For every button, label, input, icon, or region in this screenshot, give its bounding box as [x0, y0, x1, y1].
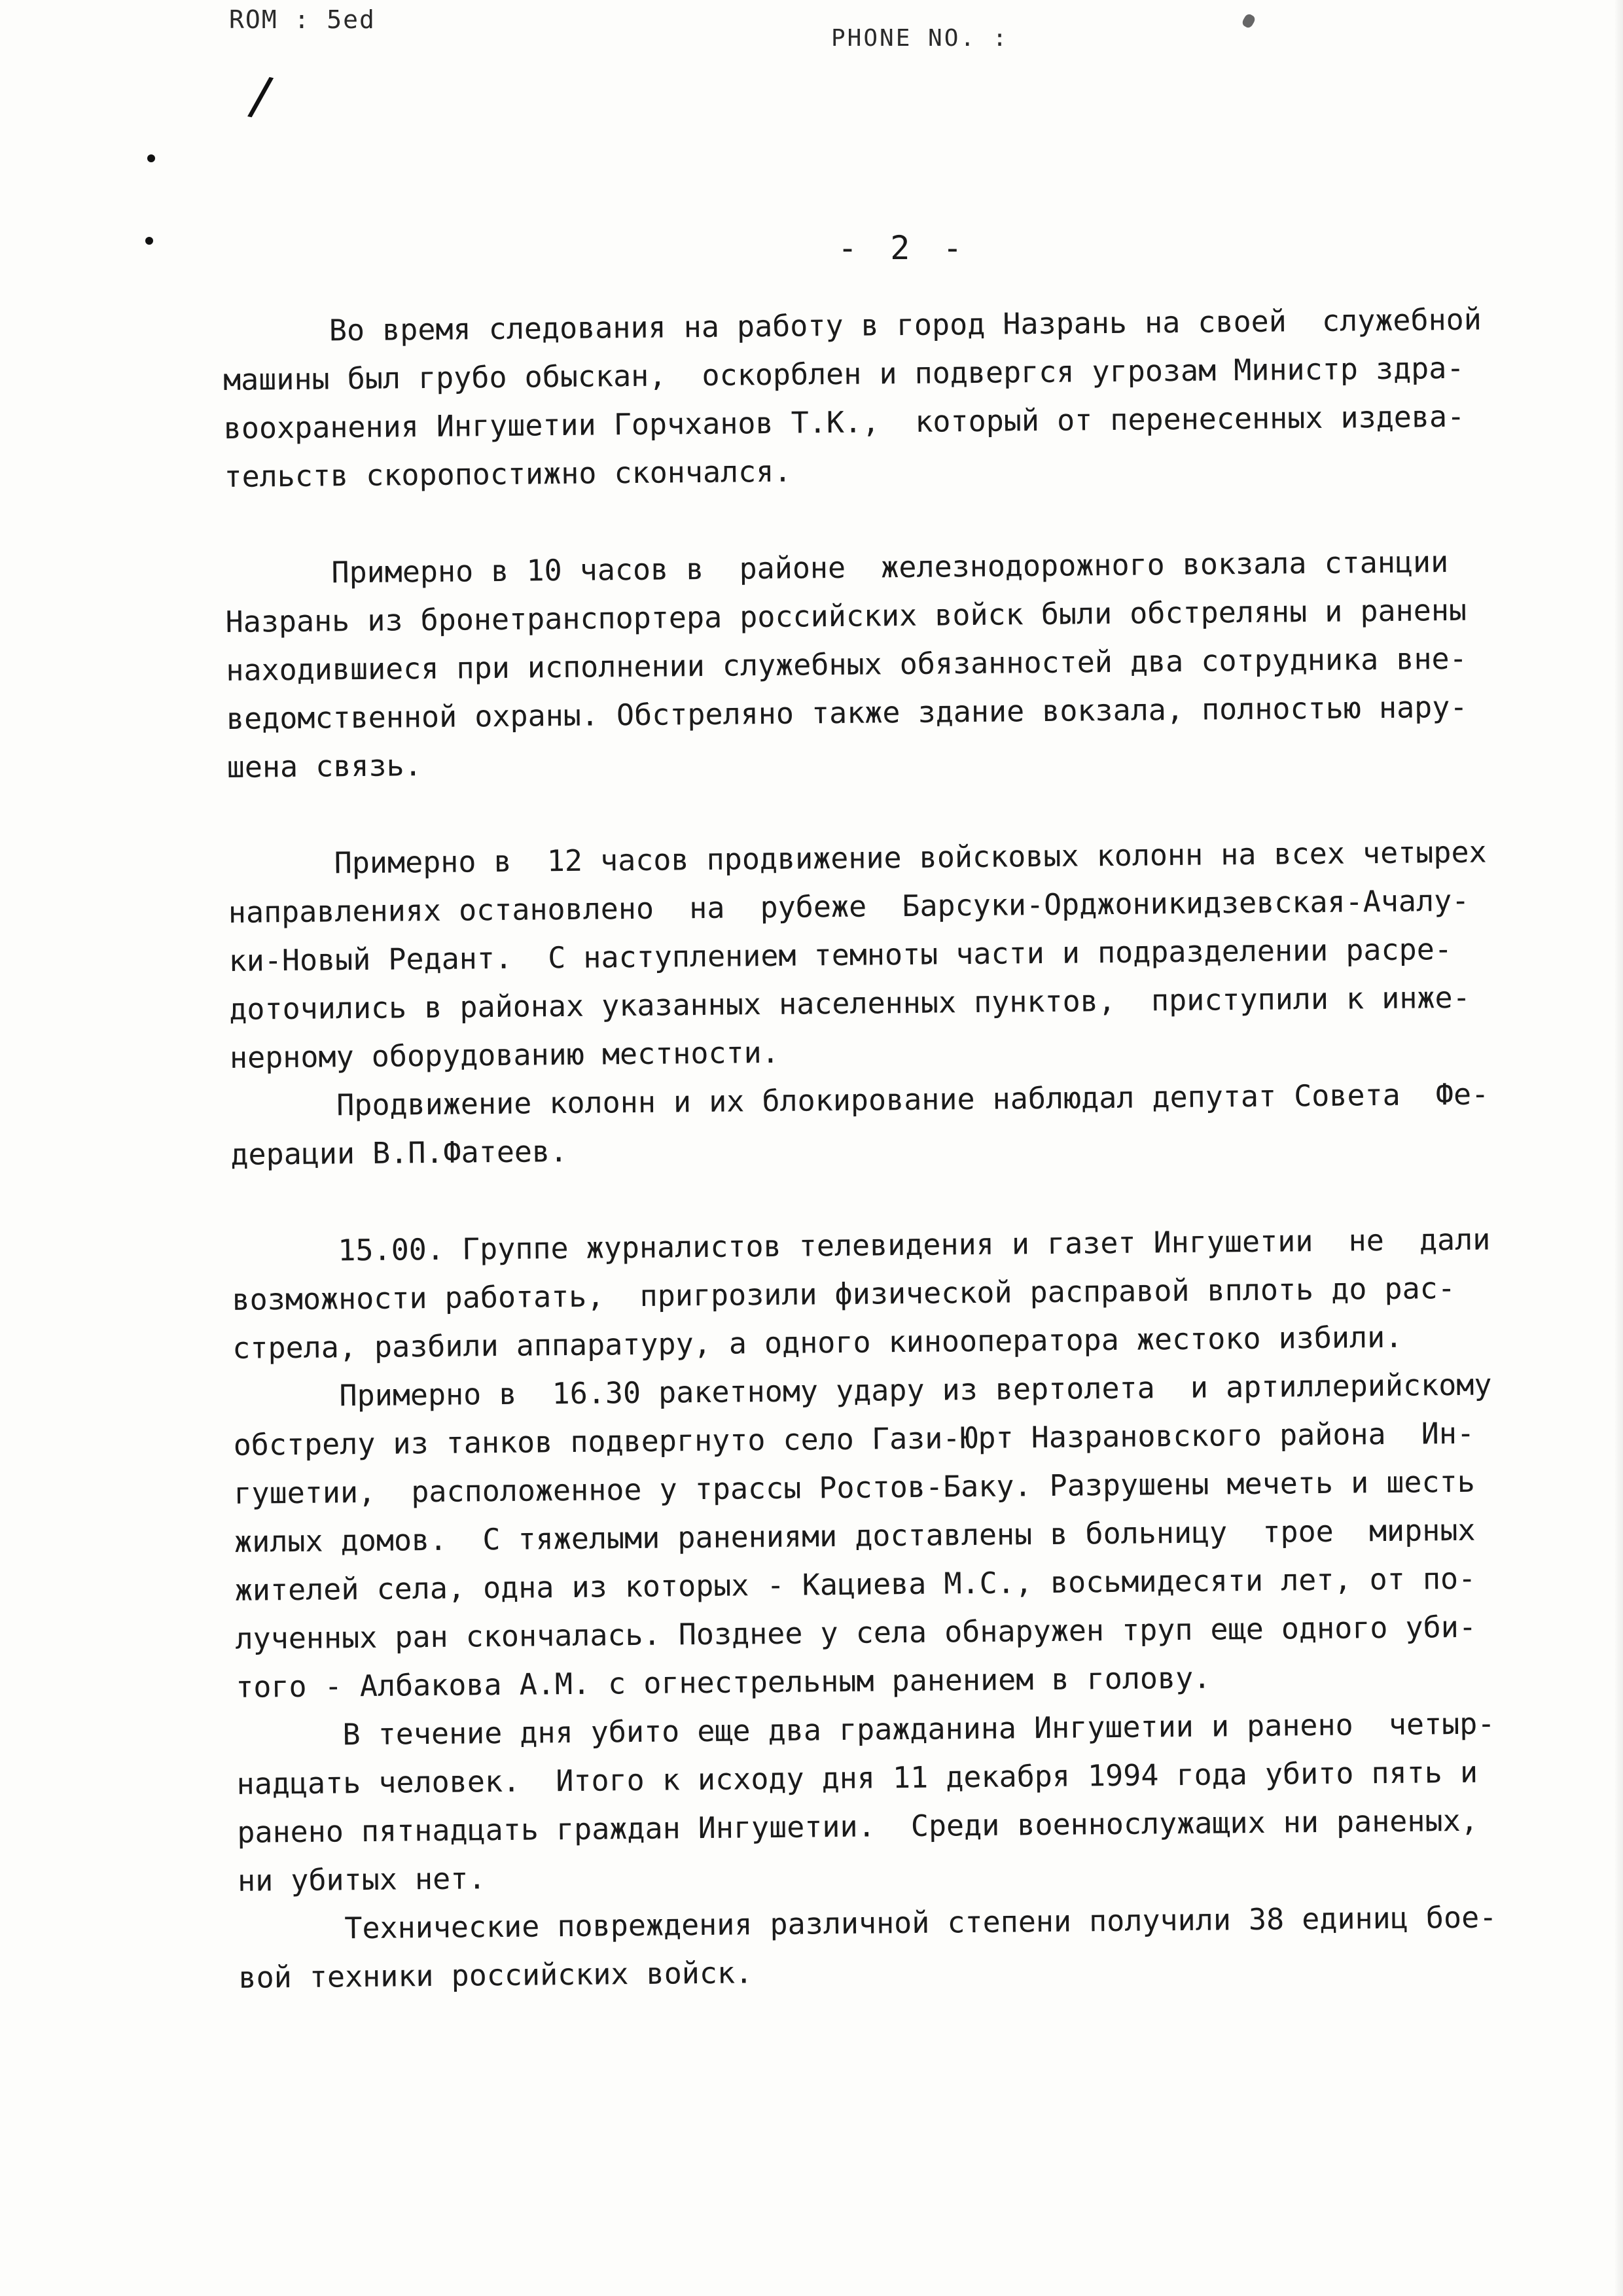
paragraph-columns	[228, 827, 1617, 1082]
text-line: Во время следования на работу в город Назрань на своей служебной	[223, 302, 1482, 349]
paragraph-journalists	[231, 1214, 1620, 1373]
paragraph-deputy	[230, 1069, 1618, 1179]
handwritten-slash-mark: /	[245, 64, 276, 128]
text-line: Примерно в 10 часов в районе железнодорожного вокзала станции	[224, 544, 1449, 591]
text-line: направлениях остановлено на рубеже Барсуки-Орджоникидзевская-Ачалу-	[228, 883, 1470, 930]
text-line: надцать человек. Итого к исходу дня 11 декабря 1994 года убито пять и	[236, 1754, 1478, 1801]
punch-hole-dot	[145, 237, 153, 245]
text-line: воохранения Ингушетии Горчханов Т.К., который от перенесенных издева-	[223, 398, 1465, 446]
text-line: Примерно в 16.30 ракетному удару из вертолета и артиллерийскому	[232, 1367, 1492, 1414]
text-line: ведомственной охраны. Обстреляно также здание вокзала, полностью нару-	[226, 689, 1468, 736]
paragraph-gazi-yurt	[233, 1360, 1623, 1712]
paragraph-equipment	[238, 1892, 1623, 2002]
text-line: возможности работать, пригрозили физической расправой вплоть до рас-	[232, 1270, 1456, 1317]
text-line: того - Албакова А.М. с огнестрельным ранением в голову.	[235, 1660, 1211, 1704]
text-line: обстрелу из танков подвергнуто село Гази-Юрт Назрановского района Ин-	[233, 1415, 1475, 1462]
text-line: стрела, разбили аппаратуру, а одного кинооператора жестоко избили.	[232, 1319, 1403, 1366]
ink-mark	[1241, 12, 1257, 29]
text-line: ни убитых нет.	[237, 1861, 486, 1898]
text-line: Продвижение колонн и их блокирование наблюдал депутат Совета Фе-	[230, 1076, 1489, 1123]
paragraph-minister	[223, 294, 1612, 501]
text-line: Примерно в 12 часов продвижение войсковых колонн на всех четырех	[227, 834, 1487, 881]
text-line: жилых домов. С тяжелыми ранениями доставлены в больницу трое мирных	[234, 1512, 1476, 1559]
scan-edge-shadow	[1614, 0, 1623, 2296]
text-line: ки-Новый Редант. С наступлением темноты части и подразделении расре-	[228, 932, 1453, 978]
text-line: тельств скоропостижно скончался.	[224, 453, 792, 494]
paragraph-station	[225, 537, 1614, 792]
text-line: вой техники российских войск.	[238, 1955, 753, 1995]
text-line: лученных ран скончалась. Позднее у села обнаружен труп еще одного уби-	[235, 1609, 1477, 1656]
paragraph-casualties	[236, 1699, 1623, 1905]
text-line: машины был грубо обыскан, оскорблен и подвергся угрозам Министр здра-	[223, 350, 1465, 397]
text-line: находившиеся при исполнении служебных обязанностей два сотрудника вне-	[226, 641, 1467, 688]
text-line: шена связь.	[226, 748, 422, 785]
text-line: ранено пятнадцать граждан Ингушетии. Среди военнослужащих ни раненых,	[237, 1803, 1479, 1850]
text-line: дерации В.П.Фатеев.	[230, 1134, 568, 1172]
text-line: нерному оборудованию местности.	[229, 1034, 780, 1075]
document-body	[223, 294, 1623, 2002]
page-number: - 2 -	[838, 229, 969, 267]
text-line: доточились в районах указанных населенных пунктов, приступили к инже-	[229, 980, 1471, 1027]
text-line: Технические повреждения различной степени получили 38 единиц бое-	[238, 1899, 1497, 1947]
text-line: жителей села, одна из которых - Кациева М.С., восьмидесяти лет, от по-	[234, 1561, 1476, 1608]
fax-from-header: ROM : 5ed	[229, 5, 376, 34]
text-line: гушетии, расположенное у трассы Ростов-Баку. Разрушены мечеть и шесть	[234, 1464, 1476, 1511]
punch-hole-dot	[147, 154, 155, 162]
text-line: В течение дня убито еще два гражданина Ингушетии и ранено четыр-	[236, 1706, 1495, 1753]
text-line: Назрань из бронетранспортера российских войск были обстреляны и ранены	[225, 592, 1467, 639]
fax-phone-header: PHONE NO. :	[831, 25, 1009, 52]
text-line: 15.00. Группе журналистов телевидения и газет Ингушетии не дали	[231, 1222, 1491, 1269]
